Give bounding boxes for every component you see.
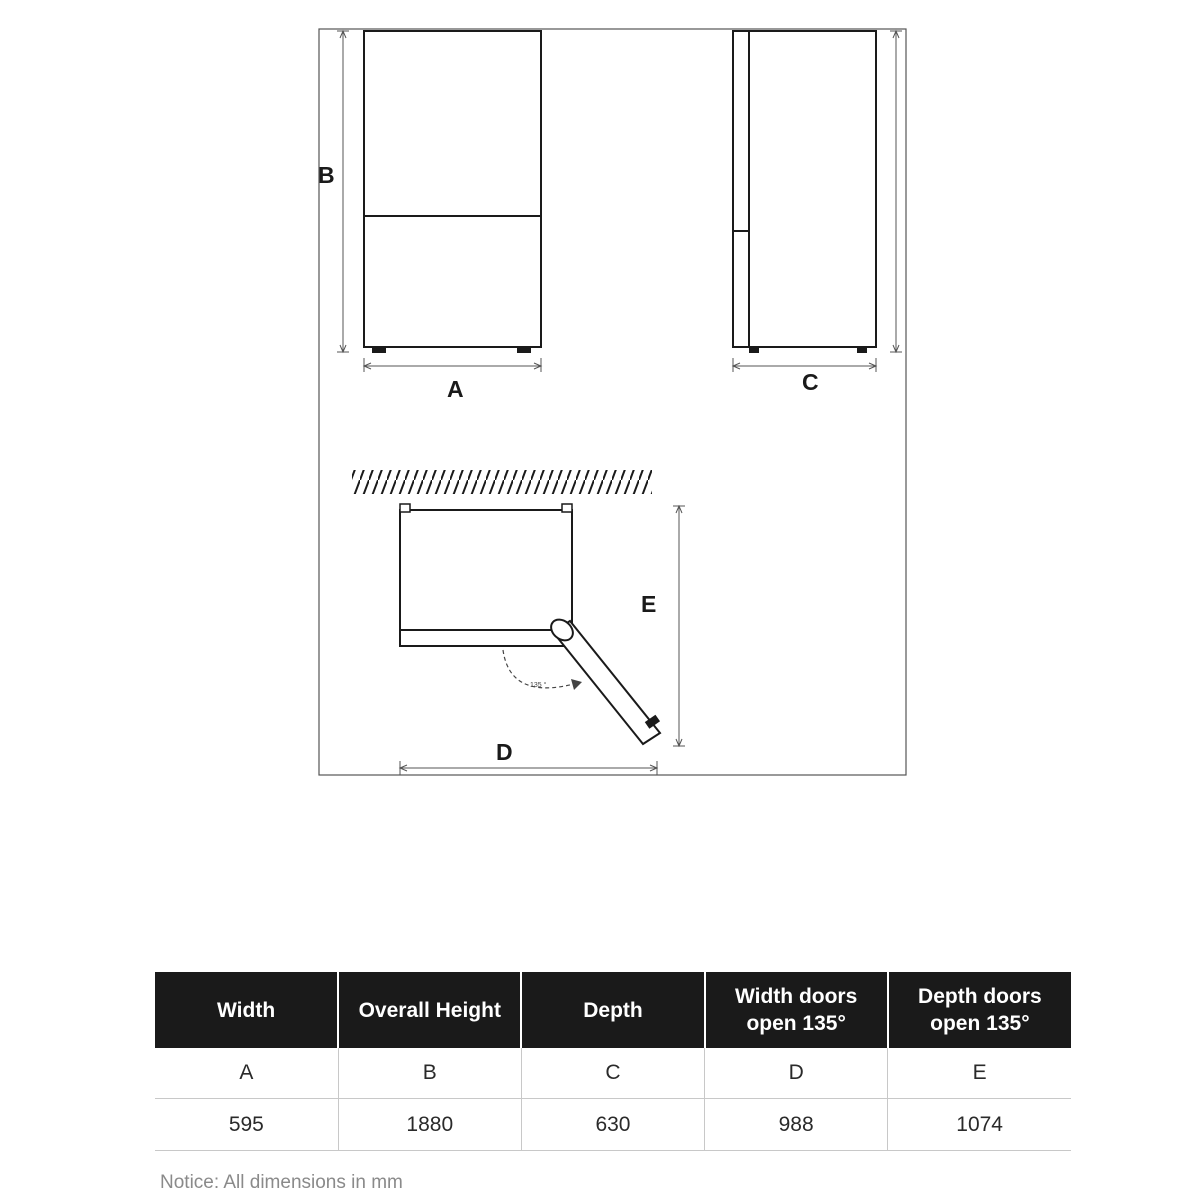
header-depth-doors-open: Depth doors open 135°	[888, 972, 1071, 1048]
table-cell: 988	[705, 1099, 888, 1151]
dimension-c-label: C	[802, 369, 819, 395]
side-height-line	[890, 31, 902, 352]
front-foot-right	[517, 347, 531, 353]
front-foot-left	[372, 347, 386, 353]
side-foot-right	[857, 347, 867, 353]
wall-hatch	[352, 470, 652, 494]
table-header-row	[155, 972, 1071, 1048]
header-width-doors-open: Width doors open 135°	[705, 972, 888, 1048]
table-cell: E	[888, 1048, 1071, 1099]
table-cell: 595	[155, 1099, 338, 1151]
side-view	[733, 31, 876, 353]
dimension-b-label: B	[318, 162, 335, 188]
table-cell: B	[338, 1048, 521, 1099]
diagram-frame	[319, 29, 906, 775]
table-row-letters	[155, 1048, 1071, 1099]
notice-text: Notice: All dimensions in mm	[160, 1172, 403, 1193]
table-cell: 1880	[338, 1099, 521, 1151]
dimensions-table	[155, 972, 1071, 1151]
header-depth: Depth	[521, 972, 704, 1048]
dimension-a-line	[364, 358, 541, 372]
door-angle-label: 135 °	[530, 682, 547, 689]
side-foot-left	[749, 347, 759, 353]
dimension-d-label: D	[496, 739, 513, 765]
table-cell: 1074	[888, 1099, 1071, 1151]
table-cell: D	[705, 1048, 888, 1099]
dimension-a-label: A	[447, 376, 464, 402]
table-row-values	[155, 1099, 1071, 1151]
header-width: Width	[155, 972, 338, 1048]
table-cell: 630	[521, 1099, 704, 1151]
dimension-e-label: E	[641, 591, 657, 617]
table-cell: A	[155, 1048, 338, 1099]
front-view	[364, 31, 541, 353]
header-overall-height: Overall Height	[338, 972, 521, 1048]
hinge-left	[400, 504, 410, 512]
dimension-d-line	[400, 761, 657, 775]
dimension-b-line	[337, 31, 349, 352]
dimension-e-line	[673, 506, 685, 746]
table-cell: C	[521, 1048, 704, 1099]
open-door	[547, 615, 660, 744]
top-view	[400, 504, 572, 646]
hinge-right	[562, 504, 572, 512]
